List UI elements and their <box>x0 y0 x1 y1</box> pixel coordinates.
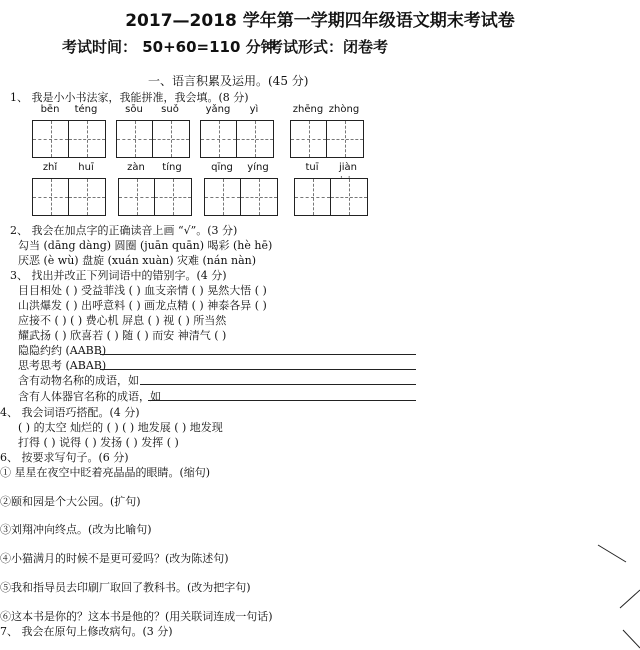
q2-line: 厌恶 (è wù) 盘旋 (xuán xuàn) 灾难 (nán nàn) <box>18 254 257 267</box>
pinyin-label: zhòng <box>328 104 360 115</box>
pinyin-label: tuī <box>305 162 319 173</box>
pinyin-label: bēn <box>40 104 60 115</box>
q6-sentence: ②颐和园是个大公园。(扩句) <box>0 495 141 508</box>
pinyin-label: zhǐ <box>42 162 58 173</box>
q4-prompt: 4、 我会词语巧搭配。(4 分) <box>0 406 140 419</box>
aabb-label: 隐隐约约 (AABB) <box>18 344 107 357</box>
q3-line: 应接不 ( ) ( ) 费心机 屏息 ( ) 视 ( ) 所当然 <box>18 314 227 327</box>
section-heading: 一、语言积累及运用。(45 分) <box>148 74 309 88</box>
pinyin-label: yǎng <box>205 104 231 115</box>
pinyin-label: jiàn <box>338 162 358 173</box>
q2-prompt: 2、 我会在加点字的正确读音上画 “√”。(3 分) <box>10 224 238 237</box>
pinyin-label: suǒ <box>161 104 179 115</box>
q6-sentence: ④小猫满月的时候不是更可爱吗？(改为陈述句) <box>0 552 229 565</box>
pen-mark <box>623 630 640 648</box>
q2-line: 勾当 (dāng dàng) 圆圈 (juān quān) 喝彩 (hè hē) <box>18 239 273 252</box>
q3-line: 目目相处 ( ) 受益菲浅 ( ) 血支亲情 ( ) 晃然大悟 ( ) <box>18 284 267 297</box>
q6-prompt: 6、 按要求写句子。(6 分) <box>0 451 129 464</box>
pinyin-label: yíng <box>247 162 269 173</box>
pinyin-label: huī <box>78 162 94 173</box>
exam-form: 考试形式：闭卷考 <box>268 38 389 56</box>
q4-line: ( ) 的太空 灿烂的 ( ) ( ) 地发展 ( ) 地发现 <box>18 421 223 434</box>
q6-sentence: ③刘翔冲向终点。(改为比喻句) <box>0 523 152 536</box>
q1-prompt: 1、 我是小小书法家，我能拼准，我会填。(8 分) <box>10 91 249 104</box>
pinyin-label: tíng <box>162 162 182 173</box>
pinyin-label: zàn <box>127 162 145 173</box>
pinyin-label: qīng <box>211 162 233 173</box>
pen-mark <box>598 545 626 562</box>
pen-mark <box>620 590 640 608</box>
exam-time: 考试时间： 50+60=110 分钟 <box>62 38 276 56</box>
q3-line: 耀武扬 ( ) 欣喜若 ( ) 随 ( ) 而安 神清气 ( ) <box>18 329 227 342</box>
abab-label: 思考思考 (ABAB) <box>18 359 107 372</box>
animal-idiom-label: 含有动物名称的成语，如 <box>18 374 139 387</box>
q3-prompt: 3、 找出并改正下列词语中的错别字。(4 分) <box>10 269 227 282</box>
q6-sentence: ⑤我和指导员去印刷厂取回了教科书。(改为把字句) <box>0 581 251 594</box>
exam-title: 2017—2018 学年第一学期四年级语文期末考试卷 <box>125 11 515 31</box>
pinyin-label: zhēng <box>292 104 324 115</box>
q6-sentence: ① 星星在夜空中眨着亮晶晶的眼睛。(缩句) <box>0 466 211 479</box>
q3-line: 山洪爆发 ( ) 出呼意料 ( ) 画龙点精 ( ) 神泰各异 ( ) <box>18 299 267 312</box>
pinyin-label: yì <box>249 104 259 115</box>
organ-idiom-label: 含有人体器官名称的成语，如 <box>18 390 161 403</box>
q7-prompt: 7、 我会在原句上修改病句。(3 分) <box>0 625 173 638</box>
pinyin-label: téng <box>74 104 98 115</box>
q4-line: 打得 ( ) 说得 ( ) 发扬 ( ) 发挥 ( ) <box>18 436 179 449</box>
q6-sentence: ⑥这本书是你的？这本书是他的？(用关联词连成一句话) <box>0 610 273 623</box>
pinyin-label: sōu <box>125 104 143 115</box>
emphasis-dots: · · <box>340 173 352 183</box>
